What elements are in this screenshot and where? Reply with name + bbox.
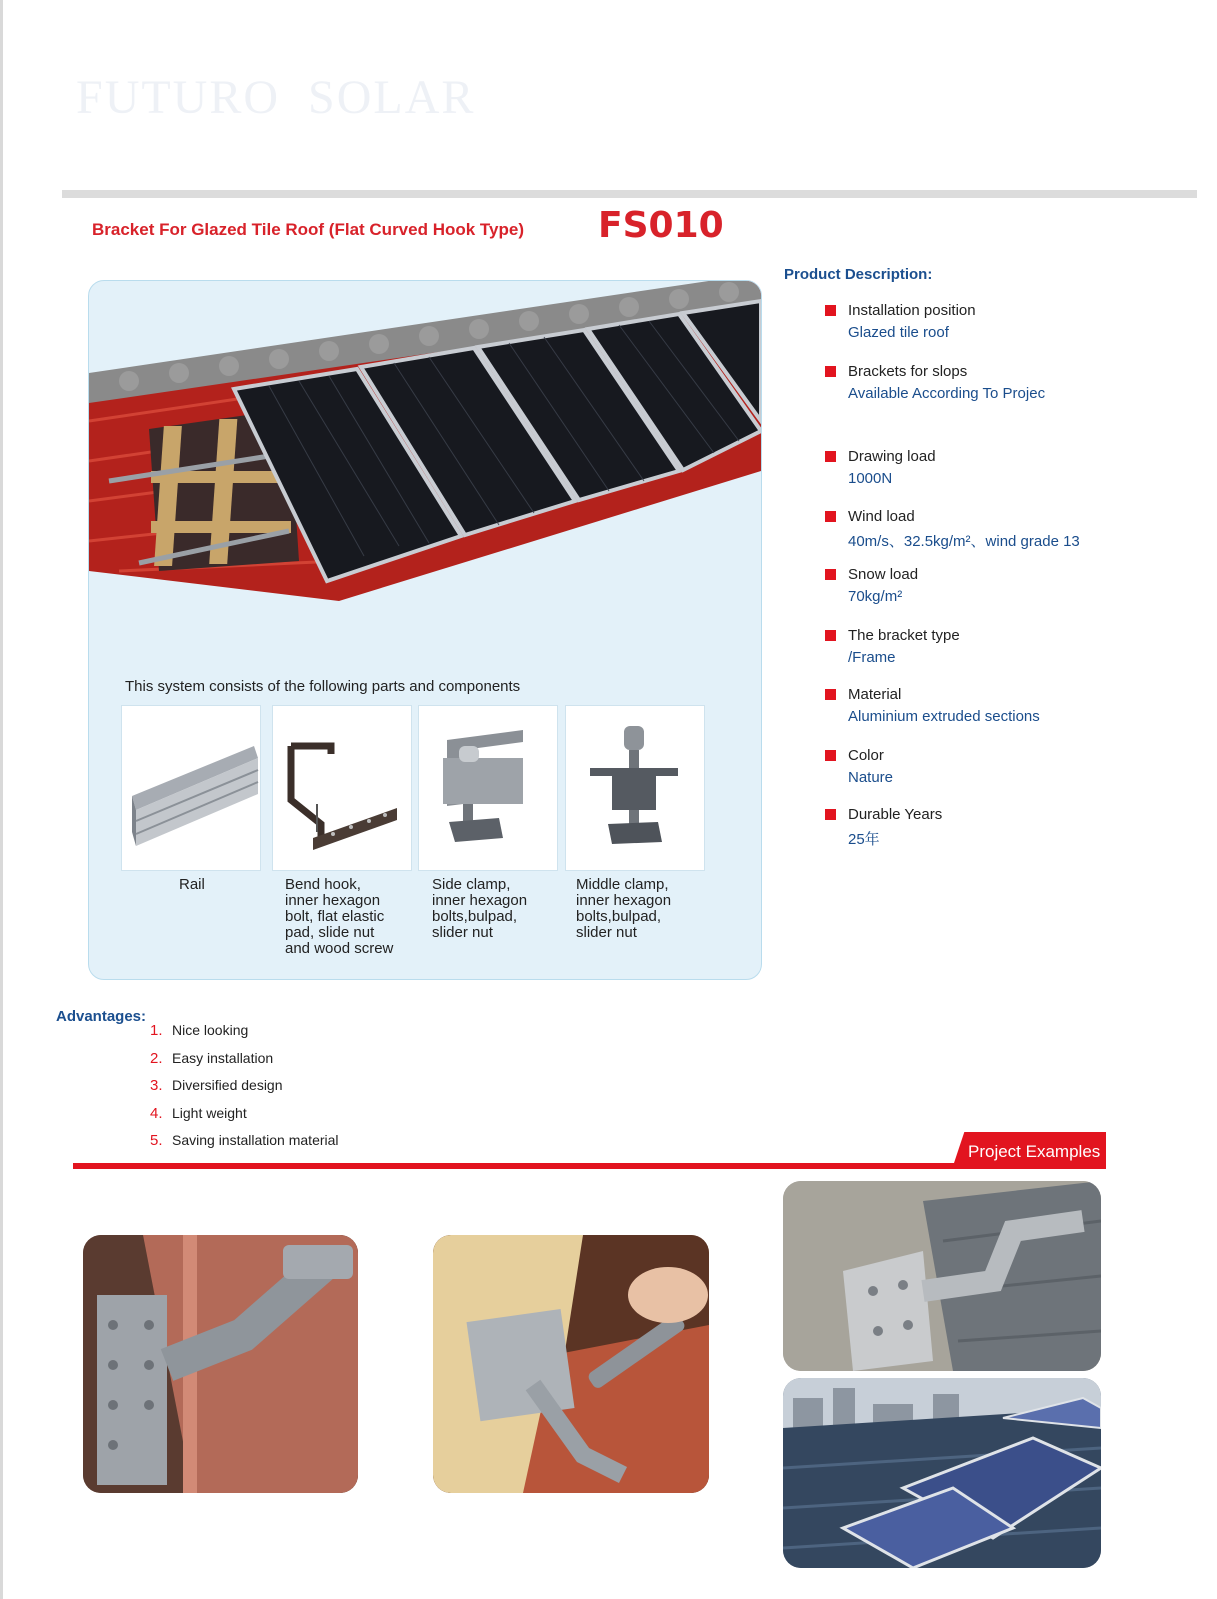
part-rail-image (121, 705, 261, 871)
bullet-square (825, 809, 836, 820)
part-side-clamp-label: Side clamp, inner hexagon bolts,bulpad, slider nut (432, 876, 528, 941)
bullet-square (825, 366, 836, 377)
advantage-item (150, 1077, 283, 1094)
bullet-square (825, 630, 836, 641)
desc-label: Drawing load (848, 448, 936, 465)
roof-illustration (89, 281, 761, 671)
advantage-number: 2. (150, 1050, 163, 1067)
parts-caption: This system consists of the following parts and components (125, 678, 521, 695)
desc-value: Glazed tile roof (848, 324, 949, 341)
bullet-square (825, 451, 836, 462)
bullet-square (825, 750, 836, 761)
part-middle-clamp-image (565, 705, 705, 871)
part-side-clamp-image (418, 705, 558, 871)
desc-label: Material (848, 686, 902, 703)
project-photo-rooftop-panels (783, 1378, 1101, 1568)
brand-watermark: FUTURO SOLAR (76, 71, 476, 124)
desc-label: The bracket type (848, 627, 960, 644)
desc-value: 25年 (848, 831, 880, 848)
advantage-text: Light weight (172, 1105, 247, 1121)
advantage-number: 3. (150, 1077, 163, 1094)
desc-value: Available According To Projec (848, 385, 1046, 402)
desc-value: Aluminium extruded sections (848, 708, 1040, 725)
advantage-number: 5. (150, 1132, 163, 1149)
advantage-text: Saving installation material (172, 1132, 339, 1148)
bend-hook-icon (273, 706, 411, 870)
advantage-number: 4. (150, 1105, 163, 1122)
bullet-square (825, 305, 836, 316)
part-middle-clamp-label: Middle clamp, inner hexagon bolts,bulpad, slider nut (576, 876, 672, 941)
project-examples-label: Project Examples (968, 1142, 1101, 1161)
system-panel (88, 280, 762, 980)
advantage-text: Easy installation (172, 1050, 274, 1066)
desc-value: Nature (848, 769, 894, 786)
advantages-heading: Advantages: (56, 1008, 147, 1025)
side-clamp-icon (419, 706, 557, 870)
desc-label: Color (848, 747, 884, 764)
desc-value: 70kg/m² (848, 588, 903, 605)
bullet-square (825, 689, 836, 700)
part-hook-image (272, 705, 412, 871)
rooftop-photo-illustration (783, 1378, 1101, 1568)
project-photo-hook-on-tile (83, 1235, 358, 1493)
advantage-text: Diversified design (172, 1077, 283, 1093)
product-code: FS010 (598, 205, 724, 246)
bullet-square (825, 511, 836, 522)
advantage-text: Nice looking (172, 1022, 249, 1038)
product-title: Bracket For Glazed Tile Roof (Flat Curved Hook Type) (92, 220, 524, 239)
hook-photo-illustration (83, 1235, 358, 1493)
desc-label: Durable Years (848, 806, 943, 823)
advantage-item (150, 1132, 339, 1149)
desc-label: Wind load (848, 508, 915, 525)
desc-label: Installation position (848, 302, 976, 319)
project-divider (73, 1163, 1106, 1169)
top-divider (62, 190, 1197, 198)
rail-icon (122, 706, 260, 870)
bullet-square (825, 569, 836, 580)
advantage-number: 1. (150, 1022, 163, 1039)
desc-value: 1000N (848, 470, 893, 487)
desc-label: Snow load (848, 566, 919, 583)
project-photo-installation (433, 1235, 709, 1493)
project-photo-grey-tile-hook (783, 1181, 1101, 1371)
grey-tile-photo-illustration (783, 1181, 1101, 1371)
page-edge (0, 0, 3, 1599)
advantage-item (150, 1050, 273, 1067)
desc-label: Brackets for slops (848, 363, 968, 380)
advantage-item (150, 1022, 248, 1039)
desc-value: /Frame (848, 649, 896, 666)
installation-photo-illustration (433, 1235, 709, 1493)
part-rail-label: Rail (179, 876, 205, 893)
advantage-item (150, 1105, 247, 1122)
middle-clamp-icon (566, 706, 704, 870)
part-hook-label: Bend hook, inner hexagon bolt, flat elastic pad, slide nut and wood screw (285, 876, 394, 957)
description-heading: Product Description: (784, 266, 933, 283)
desc-value: 40m/s、32.5kg/m²、wind grade 13 (848, 533, 1080, 550)
